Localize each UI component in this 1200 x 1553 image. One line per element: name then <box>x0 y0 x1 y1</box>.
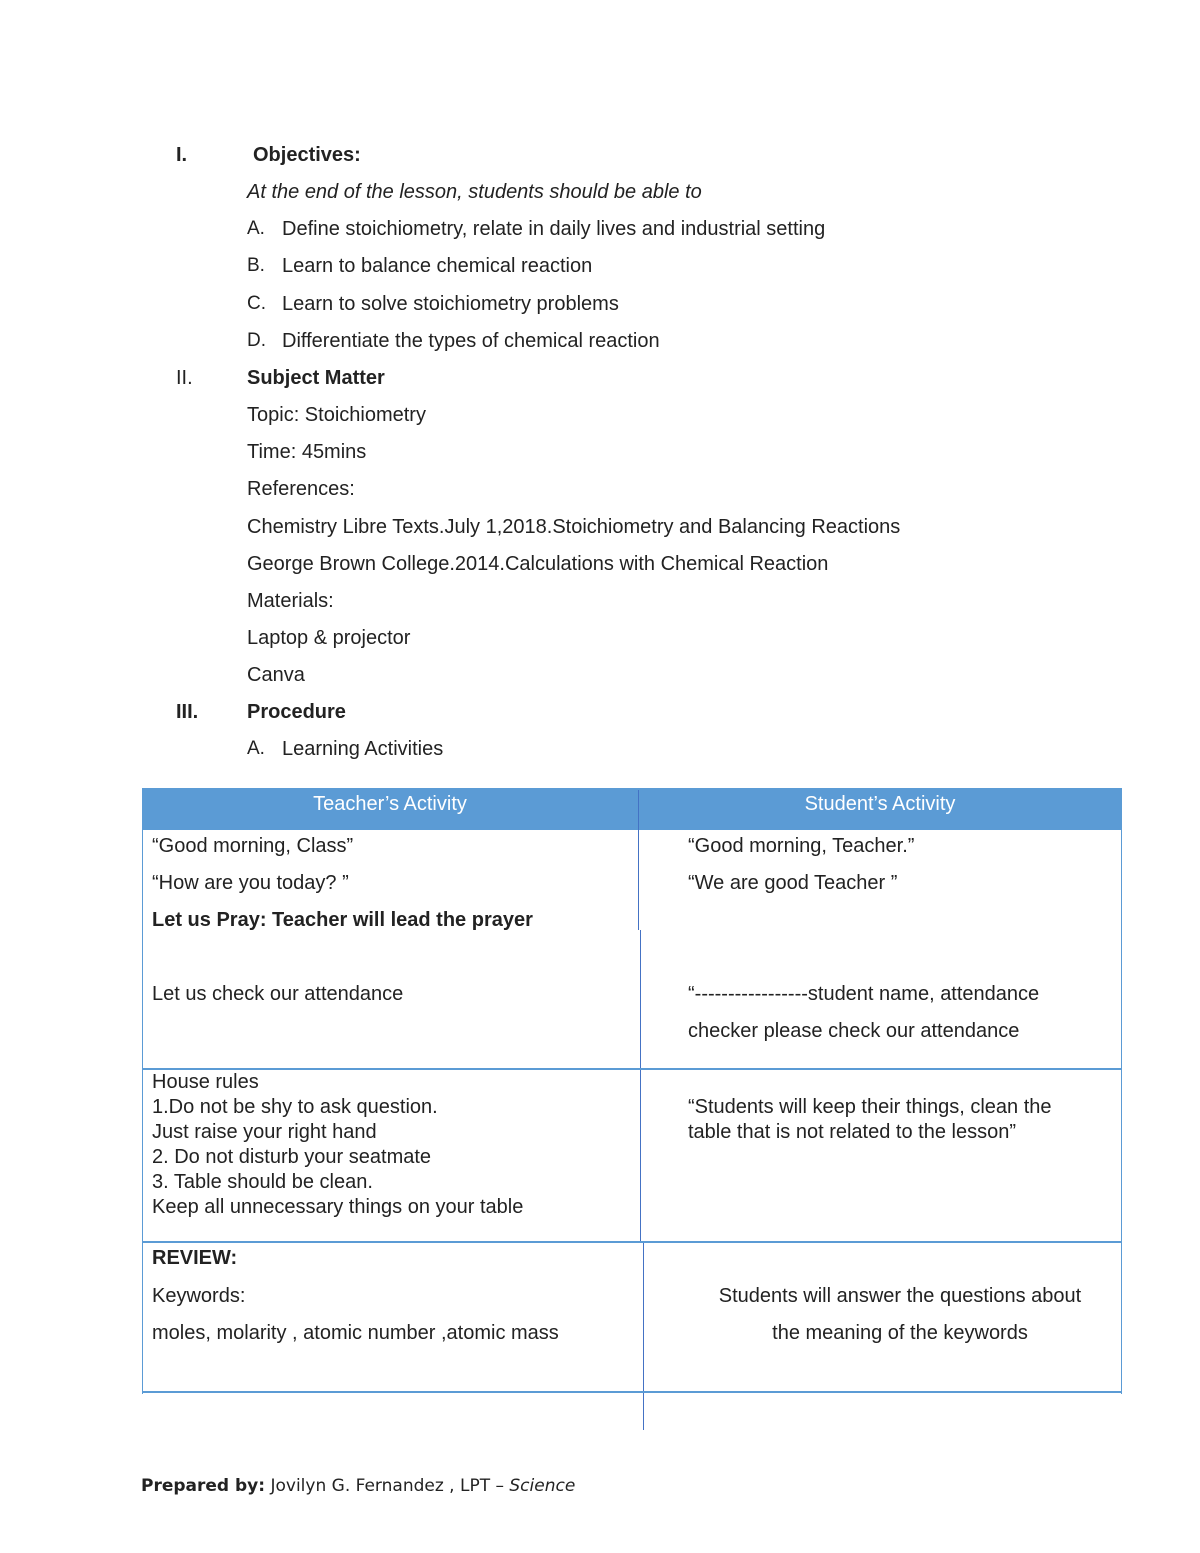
teacher-line: 2. Do not disturb your seatmate <box>152 1146 432 1168</box>
list-item-letter: B. <box>247 255 265 276</box>
reference-item: George Brown College.2014.Calculations with Chemical Reaction <box>247 553 829 575</box>
student-line: checker please check our attendance <box>688 1020 1020 1042</box>
teacher-line: 1.Do not be shy to ask question. <box>152 1096 438 1118</box>
column-divider <box>643 1242 644 1430</box>
teacher-prayer-line: Let us Pray: Teacher will lead the prayer <box>152 909 533 931</box>
student-line: table that is not related to the lesson” <box>688 1121 1016 1143</box>
table-header-student: Student’s Activity <box>804 793 956 815</box>
learning-activities-label: Learning Activities <box>282 738 444 760</box>
teacher-line: Keep all unnecessary things on your table <box>152 1196 524 1218</box>
row-divider <box>142 1241 1122 1243</box>
student-line: “Students will keep their things, clean the <box>688 1096 1052 1118</box>
student-line: “Good morning, Teacher.” <box>688 835 915 857</box>
list-item-letter: A. <box>247 218 265 239</box>
teacher-line: moles, molarity , atomic number ,atomic mass <box>152 1322 559 1344</box>
column-divider <box>638 790 639 930</box>
row-divider <box>142 1068 1122 1070</box>
teacher-line: “Good morning, Class” <box>152 835 354 857</box>
section-numeral-objectives: I. <box>176 144 188 166</box>
subject-line-topic: Topic: Stoichiometry <box>247 404 426 426</box>
review-heading: REVIEW: <box>152 1247 238 1269</box>
teacher-line: 3. Table should be clean. <box>152 1171 373 1193</box>
table-border-left <box>142 830 143 1394</box>
subject-line-references: References: <box>247 478 355 500</box>
section-numeral-procedure: III. <box>176 701 199 723</box>
student-line: the meaning of the keywords <box>772 1322 1028 1344</box>
subject-line-materials: Materials: <box>247 590 334 612</box>
teacher-line: Just raise your right hand <box>152 1121 377 1143</box>
preparer-name: Jovilyn G. Fernandez , LPT – <box>265 1476 510 1496</box>
list-item: Learn to balance chemical reaction <box>282 255 593 277</box>
student-line: Students will answer the questions about <box>718 1285 1082 1307</box>
teacher-line: House rules <box>152 1071 259 1093</box>
student-line: “-----------------student name, attendance <box>688 983 1040 1005</box>
student-line: “We are good Teacher ” <box>688 872 898 894</box>
material-item: Laptop & projector <box>247 627 411 649</box>
table-header-row <box>142 788 1122 830</box>
teacher-line: Keywords: <box>152 1285 246 1307</box>
prepared-by-footer <box>141 1474 575 1498</box>
prepared-by-label: Prepared by: <box>141 1476 266 1496</box>
list-item-letter: A. <box>247 738 265 759</box>
column-divider <box>640 930 641 1242</box>
list-item-letter: D. <box>247 330 266 351</box>
procedure-heading: Procedure <box>247 701 346 723</box>
row-divider <box>142 1391 1122 1393</box>
subject-matter-heading: Subject Matter <box>247 367 385 389</box>
subject-line-time: Time: 45mins <box>247 441 367 463</box>
preparer-field: Science <box>509 1476 576 1496</box>
teacher-line: “How are you today? ” <box>152 872 349 894</box>
list-item-letter: C. <box>247 293 266 314</box>
table-header-teacher: Teacher’s Activity <box>313 793 467 815</box>
reference-item: Chemistry Libre Texts.July 1,2018.Stoichiometry and Balancing Reactions <box>247 516 901 538</box>
list-item: Define stoichiometry, relate in daily lives and industrial setting <box>282 218 826 240</box>
list-item: Differentiate the types of chemical reaction <box>282 330 660 352</box>
teacher-line: Let us check our attendance <box>152 983 404 1005</box>
section-numeral-subject: II. <box>176 367 193 389</box>
material-item: Canva <box>247 664 305 686</box>
objectives-heading: Objectives: <box>253 144 361 166</box>
objectives-intro: At the end of the lesson, students should be able to <box>247 181 702 203</box>
list-item: Learn to solve stoichiometry problems <box>282 293 619 315</box>
